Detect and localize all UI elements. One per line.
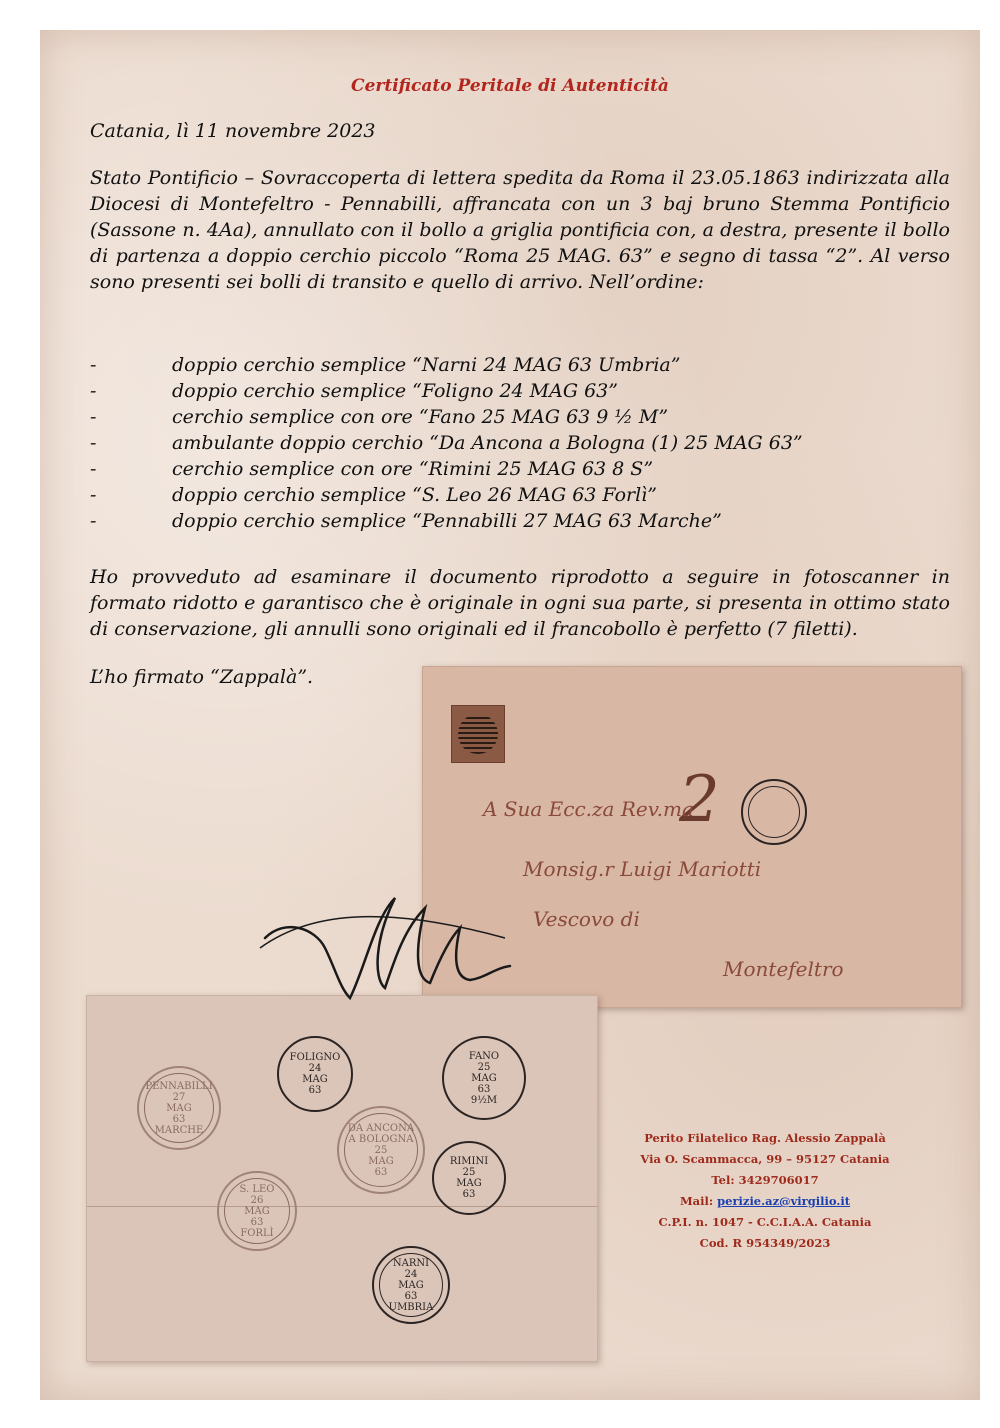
postmark-pennabilli: PENNABILLI 27 MAG 63 MARCHE xyxy=(137,1066,221,1150)
list-item-text: cerchio semplice con ore “Fano 25 MAG 63 9 ½ M” xyxy=(172,406,669,428)
list-bullet: - xyxy=(90,406,97,428)
certificate-title: Certificato Peritale di Autenticità xyxy=(351,76,669,96)
grid-cancel xyxy=(458,714,498,754)
expert-address: Via O. Scammacca, 99 – 95127 Catania xyxy=(640,1152,890,1166)
address-line: Montefeltro xyxy=(723,957,844,981)
list-bullet: - xyxy=(90,354,97,376)
postmark-foligno: FOLIGNO 24 MAG 63 xyxy=(277,1036,353,1112)
fold-line xyxy=(87,1206,597,1207)
certificate-sheet xyxy=(40,30,980,1400)
signed-note: L’ho firmato “Zappalà”. xyxy=(90,666,314,688)
address-line: Vescovo di xyxy=(533,907,640,931)
postmark-rimini: RIMINI 25 MAG 63 xyxy=(432,1141,506,1215)
postmark-narni: NARNI 24 MAG 63 UMBRIA xyxy=(372,1246,450,1324)
list-bullet: - xyxy=(90,510,97,532)
expert-cod: Cod. R 954349/2023 xyxy=(699,1236,831,1250)
expert-contact xyxy=(580,1128,950,1254)
address-line: A Sua Ecc.za Rev.ma xyxy=(483,797,694,821)
list-item-text: doppio cerchio semplice “Foligno 24 MAG 63” xyxy=(172,380,618,402)
envelope-back-image xyxy=(86,995,598,1362)
list-item xyxy=(90,430,950,456)
list-item xyxy=(90,482,950,508)
conclusion-paragraph: Ho provveduto ad esaminare il documento riprodotto a seguire in fotoscanner in formato ridotto e garantisco che è originale in ogni sua parte, si presenta in ottimo stato di conservazione, gli annulli sono originali ed il francobollo è perfetto (7 filetti). xyxy=(90,566,950,640)
stamp-image xyxy=(451,705,505,763)
list-item-text: ambulante doppio cerchio “Da Ancona a Bologna (1) 25 MAG 63” xyxy=(172,432,803,454)
postmark-list xyxy=(90,352,950,534)
place-date: Catania, lì 11 novembre 2023 xyxy=(90,120,376,142)
expert-name: Perito Filatelico Rag. Alessio Zappalà xyxy=(644,1131,886,1145)
list-item-text: doppio cerchio semplice “Pennabilli 27 MAG 63 Marche” xyxy=(172,510,722,532)
signature-image xyxy=(255,878,525,1018)
list-item xyxy=(90,404,950,430)
rome-postmark xyxy=(741,779,807,845)
list-bullet: - xyxy=(90,432,97,454)
list-item xyxy=(90,378,950,404)
list-item-text: cerchio semplice con ore “Rimini 25 MAG 63 8 S” xyxy=(172,458,654,480)
expert-cpi: C.P.I. n. 1047 - C.C.I.A.A. Catania xyxy=(658,1215,872,1229)
address-line: Monsig.r Luigi Mariotti xyxy=(523,857,762,881)
postmark-ancona-bologna: DA ANCONA A BOLOGNA 25 MAG 63 xyxy=(337,1106,425,1194)
postmark-fano: FANO 25 MAG 63 9½M xyxy=(442,1036,526,1120)
list-bullet: - xyxy=(90,458,97,480)
mail-label: Mail: xyxy=(679,1194,718,1208)
list-item xyxy=(90,352,950,378)
tax-mark: 2 xyxy=(679,763,720,837)
expert-mail-line xyxy=(580,1191,950,1212)
list-item xyxy=(90,508,950,534)
list-item xyxy=(90,456,950,482)
mail-link[interactable]: perizie.az@virgilio.it xyxy=(717,1194,851,1208)
expert-tel: Tel: 3429706017 xyxy=(711,1173,819,1187)
list-bullet: - xyxy=(90,380,97,402)
list-bullet: - xyxy=(90,484,97,506)
list-item-text: doppio cerchio semplice “Narni 24 MAG 63 Umbria” xyxy=(172,354,681,376)
list-item-text: doppio cerchio semplice “S. Leo 26 MAG 63 Forlì” xyxy=(172,484,657,506)
description-paragraph: Stato Pontificio – Sovraccoperta di lettera spedita da Roma il 23.05.1863 indirizzata alla Diocesi di Montefeltro - Pennabilli, affrancata con un 3 baj bruno Stemma Pontificio (Sassone n. 4Aa), annullato con il bollo a griglia pontificia con, a destra, presente il bollo di partenza a doppio cerchio piccolo “Roma 25 MAG. 63” e segno di tassa “2”. Al verso sono presenti sei bolli di transito e quello di arrivo. Nell’ordine: xyxy=(90,167,950,293)
postmark-s-leo: S. LEO 26 MAG 63 FORLÌ xyxy=(217,1171,297,1251)
